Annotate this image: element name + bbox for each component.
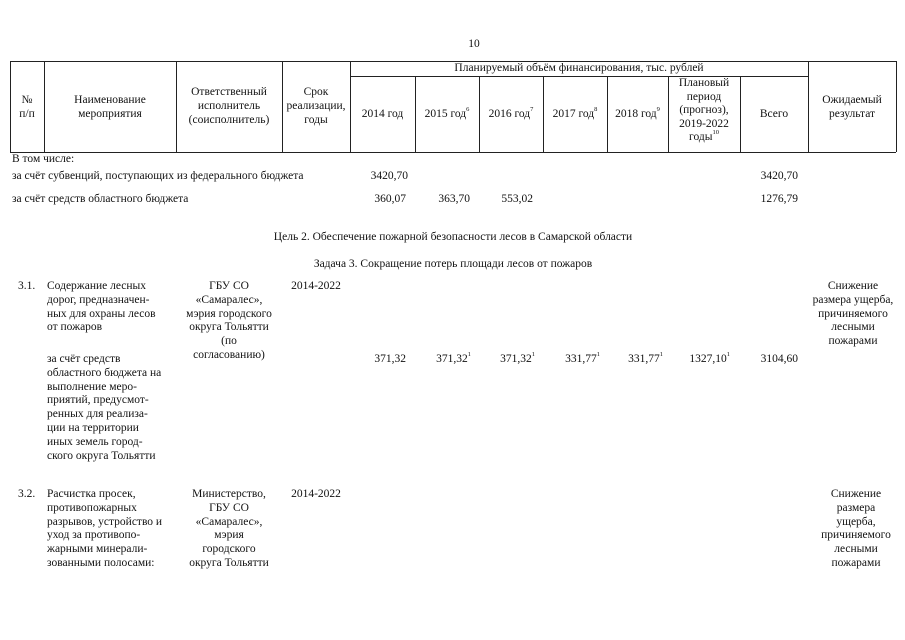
column-divider: [896, 61, 897, 152]
item-3-2-responsible: Министерство, ГБУ СО «Самаралес», мэрия городского округа Тольятти: [189, 488, 269, 569]
page-number: 10: [468, 38, 480, 50]
item-3-1-num: 3.1.: [18, 280, 36, 292]
regional-2014: 360,07: [374, 193, 406, 205]
item-3-1-2014: 371,32: [374, 353, 406, 365]
item-3-1-name: Содержание лесных дорог, предназначен- ных для охраны лесов от пожаров: [47, 280, 156, 334]
item-3-1-result: Снижение размера ущерба, причиняемого лесными пожарами: [812, 280, 894, 348]
header-bottom-border: [10, 152, 896, 153]
header-financing-group: Планируемый объём финансирования, тыс. рублей: [454, 62, 704, 74]
item-3-1-term: 2014-2022: [291, 280, 341, 292]
header-responsible: Ответственный исполнитель (соисполнитель): [188, 86, 270, 126]
item-3-2-term: 2014-2022: [291, 488, 341, 500]
item-3-1-2015: 371,32$^1$: [436, 351, 471, 365]
item-3-2-num: 3.2.: [18, 488, 36, 500]
item-3-2-result: Снижение размера ущерба, причиняемого лесными пожарами: [821, 488, 891, 569]
item-3-1-responsible: ГБУ СО «Самаралес», мэрия городского округа Тольятти (по согласованию): [186, 280, 272, 361]
header-2014: 2014 год: [361, 108, 404, 120]
header-term: Срок реализации, годы: [286, 86, 346, 126]
federal-2014: 3420,70: [370, 170, 408, 182]
header-result: Ожидаемый результат: [822, 94, 882, 120]
header-2017: 2017 год$^8$: [552, 106, 598, 120]
item-3-1-source: за счёт средств областного бюджета на выполнение меро- приятий, предусмот- ренных для реализа- ции на территории иных земель город- ского округа Тольятти: [47, 353, 162, 462]
header-num: № п/п: [19, 94, 35, 120]
item-3-1-planned: 1327,10$^1$: [689, 351, 730, 365]
regional-2016: 553,02: [501, 193, 533, 205]
header-total: Всего: [759, 108, 789, 120]
task-heading: Задача 3. Сокращение потерь площади лесов от пожаров: [313, 258, 593, 270]
item-3-1-2018: 331,77$^1$: [628, 351, 663, 365]
item-3-1-total: 3104,60: [760, 353, 798, 365]
item-3-2-name: Расчистка просек, противопожарных разрывов, устройство и уход за противопо- жарными минерали- зованными полосами:: [47, 488, 163, 569]
header-name: Наименование мероприятия: [74, 94, 146, 120]
including-label: В том числе:: [12, 153, 75, 165]
regional-2015: 363,70: [438, 193, 470, 205]
federal-label: за счёт субвенций, поступающих из федерального бюджета: [12, 170, 304, 182]
header-2016: 2016 год$^7$: [488, 106, 534, 120]
item-3-1-2016: 371,32$^1$: [500, 351, 535, 365]
federal-total: 3420,70: [760, 170, 798, 182]
regional-label: за счёт средств областного бюджета: [12, 193, 189, 205]
item-3-1-2017: 331,77$^1$: [565, 351, 600, 365]
goal-heading: Цель 2. Обеспечение пожарной безопасности лесов в Самарской области: [273, 231, 633, 243]
header-2018: 2018 год$^9$: [615, 106, 660, 120]
regional-total: 1276,79: [760, 193, 798, 205]
header-planned: Плановый период (прогноз), 2019-2022 годы$^{10}$: [678, 77, 730, 144]
header-2015: 2015 год$^6$: [424, 106, 470, 120]
